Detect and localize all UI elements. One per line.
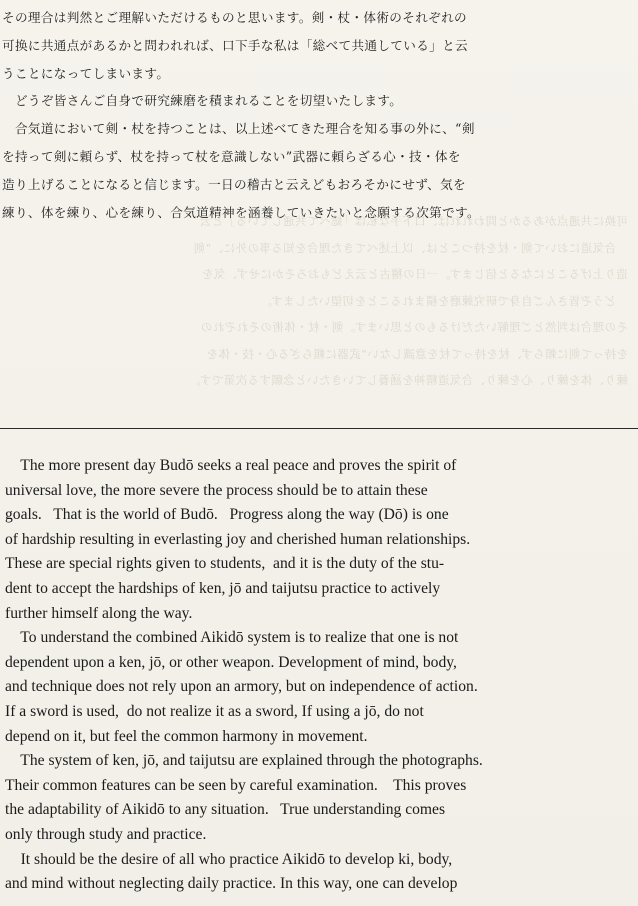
english-text-line: It should be the desire of all who practice Aikidō to develop ki, body, xyxy=(5,850,453,868)
japanese-text-line: 合気道において剣・杖を持つことは、以上述べてきた理合を知る事の外に、“剣 xyxy=(2,121,475,137)
english-text-section xyxy=(5,454,633,897)
english-text-line: To understand the combined Aikidō system is to realize that one is not xyxy=(5,629,459,647)
english-text-line: the adaptability of Aikidō to any situation. True understanding comes xyxy=(5,801,446,819)
japanese-text-line: を持って剣に頼らず、杖を持って杖を意識しない”武器に頼らざる心・技・体を xyxy=(2,148,461,164)
english-text-line: universal love, the more severe the process should be to attain these xyxy=(5,481,428,499)
english-text-line: The system of ken, jō, and taijutsu are explained through the photographs. xyxy=(5,752,483,770)
japanese-text-line: 可换に共通点があるかと問われれば、口下手な私は「総べて共通している」と云 xyxy=(2,37,468,53)
english-text-line: dependent upon a ken, jō, or other weapon. Development of mind, body, xyxy=(5,653,457,671)
english-text-line: depend on it, but feel the common harmony in movement. xyxy=(5,727,368,745)
english-text-line: These are special rights given to students, and it is the duty of the stu- xyxy=(5,555,445,573)
english-text-line: and technique does not rely upon an armory, but on independence of action. xyxy=(5,678,478,696)
japanese-text-line: その理合は判然とご理解いただけるものと思います。剣・杖・体術のそれぞれの xyxy=(2,10,467,25)
japanese-text-section xyxy=(2,4,634,226)
bleed-through-line: 造り上げることになると信じます。一日の稽古と云えどもおろそかにせず、気を xyxy=(201,267,628,281)
english-text-line: only through study and practice. xyxy=(5,825,207,843)
bleed-through-line: どうぞ皆さんご自身で研究練磨を積まれることを切望いたします。 xyxy=(260,293,628,308)
english-text-line: of hardship resulting in everlasting joy and cherished human relationships. xyxy=(5,530,471,548)
bleed-through-line: その理合は判然とご理解いただけるものと思います。剣・杖・体術のそれぞれの xyxy=(200,320,628,334)
english-text-line: The more present day Budō seeks a real peace and proves the spirit of xyxy=(5,457,457,474)
bleed-through-line: を持って剣に頼らず、杖を持って杖を意識しない”武器に頼らざる心・技・体を xyxy=(206,346,628,361)
english-text-line: further himself along the way. xyxy=(5,604,193,622)
section-divider xyxy=(0,428,638,429)
japanese-text-line: うことになってしまいます。 xyxy=(2,65,170,81)
english-text-line: and mind without neglecting daily practice. In this way, one can develop xyxy=(5,875,458,893)
bleed-through-line: 練り、体を練り、心を練り、合気道精神を涵養していきたいと念願する次第です。 xyxy=(188,373,628,387)
bleed-through-line: 合気道において剣・杖を持つことは、以上述べてきた理合を知る事の外に、“剣 xyxy=(193,240,628,255)
english-text-line: Their common features can be seen by careful examination. This proves xyxy=(5,776,467,794)
english-text-line: dent to accept the hardships of ken, jō and taijutsu practice to actively xyxy=(5,579,441,597)
japanese-text-line: どうぞ皆さんご自身で研究練磨を積まれることを切望いたします。 xyxy=(2,93,403,109)
english-text-line: goals. That is the world of Budō. Progress along the way (Dō) is one xyxy=(5,506,449,524)
english-text-line: If a sword is used, do not realize it as a sword, If using a jō, do not xyxy=(5,702,424,720)
bleed-through-texture xyxy=(8,208,628,394)
bleed-through-line: 可换に共通点があるかと問われれば、口下手な私は「総べて共通している」と云 xyxy=(199,214,628,228)
japanese-text-line: 練り、体を練り、心を練り、合気道精神を涵養していきたいと念願する次第です。 xyxy=(2,204,480,220)
japanese-text-line: 造り上げることになると信じます。一日の稽古と云えどもおろそかにせず、気を xyxy=(2,176,466,192)
